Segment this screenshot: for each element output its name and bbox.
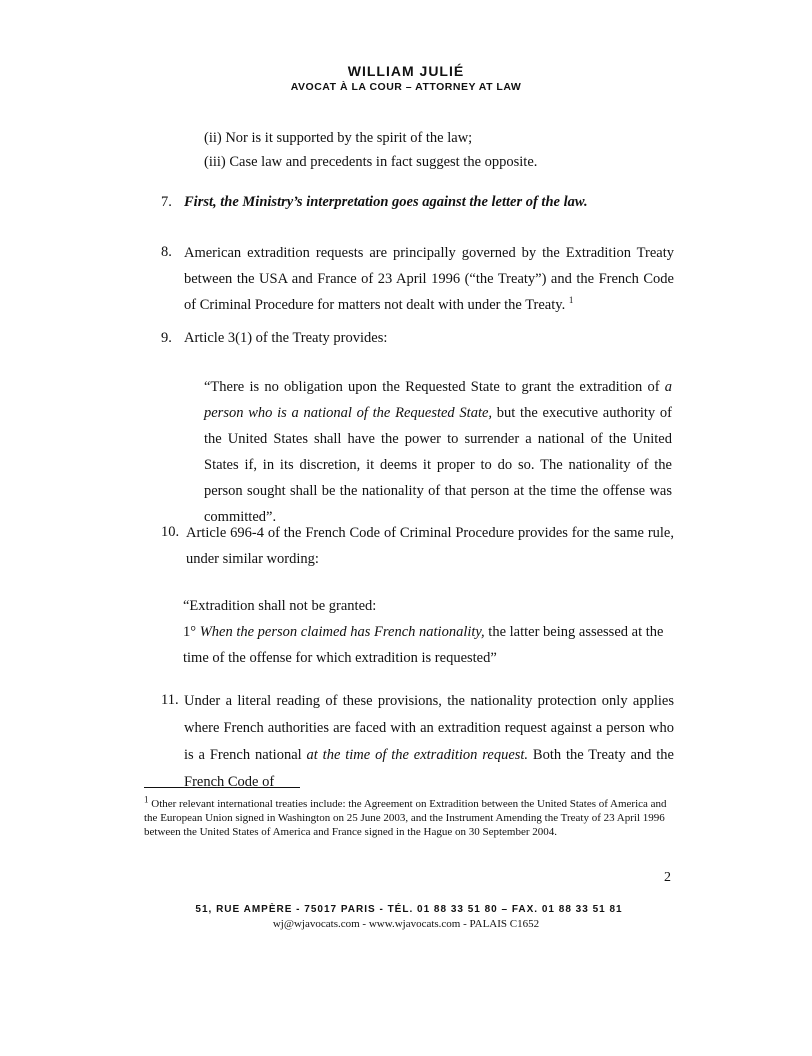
quote-line-2 bbox=[183, 619, 673, 671]
paragraph-number: 7. bbox=[161, 194, 172, 210]
page-number: 2 bbox=[664, 870, 671, 885]
footnote-marker: 1 bbox=[144, 794, 149, 805]
treaty-quote bbox=[204, 374, 672, 530]
footer-contact: wj@wjavocats.com - www.wjavocats.com - PALAIS C1652 bbox=[272, 918, 540, 930]
paragraph-number: 9. bbox=[161, 330, 172, 346]
footer bbox=[0, 902, 812, 932]
letterhead-name: WILLIAM JULIÉ bbox=[347, 63, 465, 79]
quote-text-italic: a person who is a national of the Requested State, bbox=[204, 379, 672, 421]
paragraph-text-after: Both the Treaty and the French Code of bbox=[184, 747, 674, 790]
paragraph-number: 10. bbox=[161, 524, 180, 540]
footnote-text: Other relevant international treaties include: the Agreement on Extradition between the United States of America and the European Union signed in Washington on 25 June 2003, and the Instrument Amending the Treaty of 23 April 1996 between the United States of America and France signed in the Hague on 30 September 2004. bbox=[144, 798, 667, 838]
footnote-reference: 1 bbox=[568, 295, 574, 306]
paragraph-text-before: Under a literal reading of these provisions, the nationality protection only applies where French authorities are faced with an extradition request against a person who is a French national bbox=[184, 693, 674, 763]
footer-address: 51, RUE AMPÈRE - 75017 PARIS - TÉL. 01 88 33 51 80 – FAX. 01 88 33 51 81 bbox=[195, 904, 623, 915]
footnote bbox=[144, 794, 674, 839]
paragraph-text: Article 3(1) of the Treaty provides: bbox=[184, 330, 388, 346]
intro-list-item: (ii) Nor is it supported by the spirit of the law; bbox=[204, 130, 473, 146]
paragraph-text-wrap bbox=[184, 688, 674, 796]
quote-line-1: “Extradition shall not be granted: bbox=[183, 598, 377, 614]
quote-line-2-after: the latter being assessed at the time of the offense for which extradition is requested” bbox=[183, 624, 664, 666]
intro-list-item: (iii) Case law and precedents in fact suggest the opposite. bbox=[204, 154, 538, 170]
letterhead-subtitle: AVOCAT À LA COUR – ATTORNEY AT LAW bbox=[290, 81, 522, 93]
paragraph-text: Article 696-4 of the French Code of Criminal Procedure provides for the same rule, under similar wording: bbox=[186, 525, 674, 567]
paragraph-text: American extradition requests are principally governed by the Extradition Treaty between the USA and France of 23 April 1996 (“the Treaty”) and the French Code of Criminal Procedure for matters not dealt with under the Treaty. bbox=[184, 245, 674, 313]
quote-line-2-italic: When the person claimed has French nationality, bbox=[199, 624, 485, 640]
code-quote bbox=[183, 593, 673, 671]
quote-text-before: “There is no obligation upon the Requested State to grant the extradition of bbox=[204, 379, 665, 395]
quote-text-after: but the executive authority of the United States shall have the power to surrender a national of the United States if, in its discretion, it deems it proper to do so. The nationality of the person sought shall be the nationality of that person at the time the offense was committed”. bbox=[204, 405, 672, 525]
paragraph-number: 11. bbox=[161, 692, 179, 708]
quote-line-2-prefix: 1° bbox=[183, 624, 200, 640]
paragraph-text-italic: at the time of the extradition request. bbox=[306, 747, 529, 763]
intro-list bbox=[204, 126, 684, 174]
paragraph-text-wrap bbox=[184, 240, 674, 318]
paragraph-number: 8. bbox=[161, 244, 172, 260]
paragraph-text: First, the Ministry’s interpretation goes against the letter of the law. bbox=[184, 194, 588, 210]
footnote-divider bbox=[144, 787, 300, 788]
letterhead bbox=[0, 62, 812, 94]
